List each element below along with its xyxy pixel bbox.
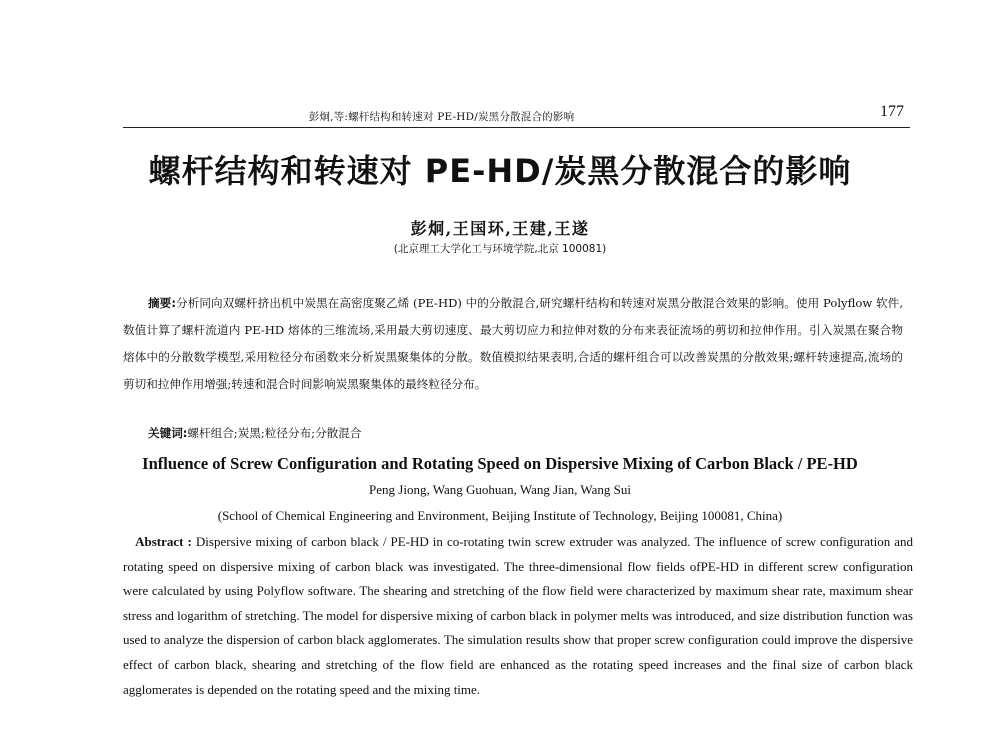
abstract-english-text: Dispersive mixing of carbon black / PE-HD in co-rotating twin screw extruder was analyzed. The influence of screw configuration and rotating speed on dispersive mixing of carbon black was investigated. The three-dimensional flow fields ofPE-HD in different screw configuration were calculated by using Polyflow software. The shearing and stretching of the flow field were characterized by maximum shear rate, maximum shear stress and logarithm of stretching. The model for dispersive mixing of carbon black in polymer melts was introduced, and size distribution function was used to analyze the dispersion of carbon black agglomerates. The simulation results show that proper screw configuration could improve the dispersive effect of carbon black, shearing and stretching of the flow field are enhanced as the rotating speed increases and the final size of carbon black agglomerates is depended on the rotating speed and the mixing time. xyxy=(123,534,914,697)
keywords-chinese-text: 螺杆组合;炭黑;粒径分布;分散混合 xyxy=(187,426,362,440)
authors-english: Peng Jiong, Wang Guohuan, Wang Jian, Wang Sui xyxy=(369,482,631,497)
abstract-chinese-paragraph xyxy=(123,290,903,398)
abstract-chinese-text: 分析同向双螺杆挤出机中炭黑在高密度聚乙烯 (PE-HD) 中的分散混合,研究螺杆结构和转速对炭黑分散混合效果的影响。使用 Polyflow 软件,数值计算了螺杆流道内 PE-HD 熔体的三维流场,采用最大剪切速度、最大剪切应力和拉伸对数的分布来表征流场的剪切和拉伸作用。引入炭黑在聚合物熔体中的分散数学模型,采用粒径分布函数来分析炭黑聚集体的分散。数值模拟结果表明,合适的螺杆组合可以改善炭黑的分散效果;螺杆转速提高,流场的剪切和拉伸作用增强;转速和混合时间影响炭黑聚集体的最终粒径分布。 xyxy=(123,296,904,391)
abstract-chinese-label: 摘要: xyxy=(148,296,176,310)
page-number: 177 xyxy=(880,103,904,120)
running-head-text: 彭炯,等:螺杆结构和转速对 PE-HD/炭黑分散混合的影响 xyxy=(308,111,575,123)
abstract-english-label: Abstract : xyxy=(135,534,192,549)
keywords-chinese-label: 关键词: xyxy=(148,426,188,440)
abstract-chinese xyxy=(123,290,903,398)
abstract-english-paragraph xyxy=(123,530,913,702)
authors-chinese: 彭炯,王国环,王建,王遂 xyxy=(410,219,590,238)
abstract-english xyxy=(123,530,913,702)
affiliation-english: (School of Chemical Engineering and Environment, Beijing Institute of Technology, Beijing 100081, China) xyxy=(217,508,783,523)
title-chinese: 螺杆结构和转速对 PE-HD/炭黑分散混合的影响 xyxy=(148,152,852,190)
title-english: Influence of Screw Configuration and Rotating Speed on Dispersive Mixing of Carbon Black / PE-HD xyxy=(142,454,858,473)
running-head xyxy=(123,103,910,128)
keywords-chinese xyxy=(148,425,361,441)
affiliation-chinese: (北京理工大学化工与环境学院,北京 100081) xyxy=(393,243,607,255)
